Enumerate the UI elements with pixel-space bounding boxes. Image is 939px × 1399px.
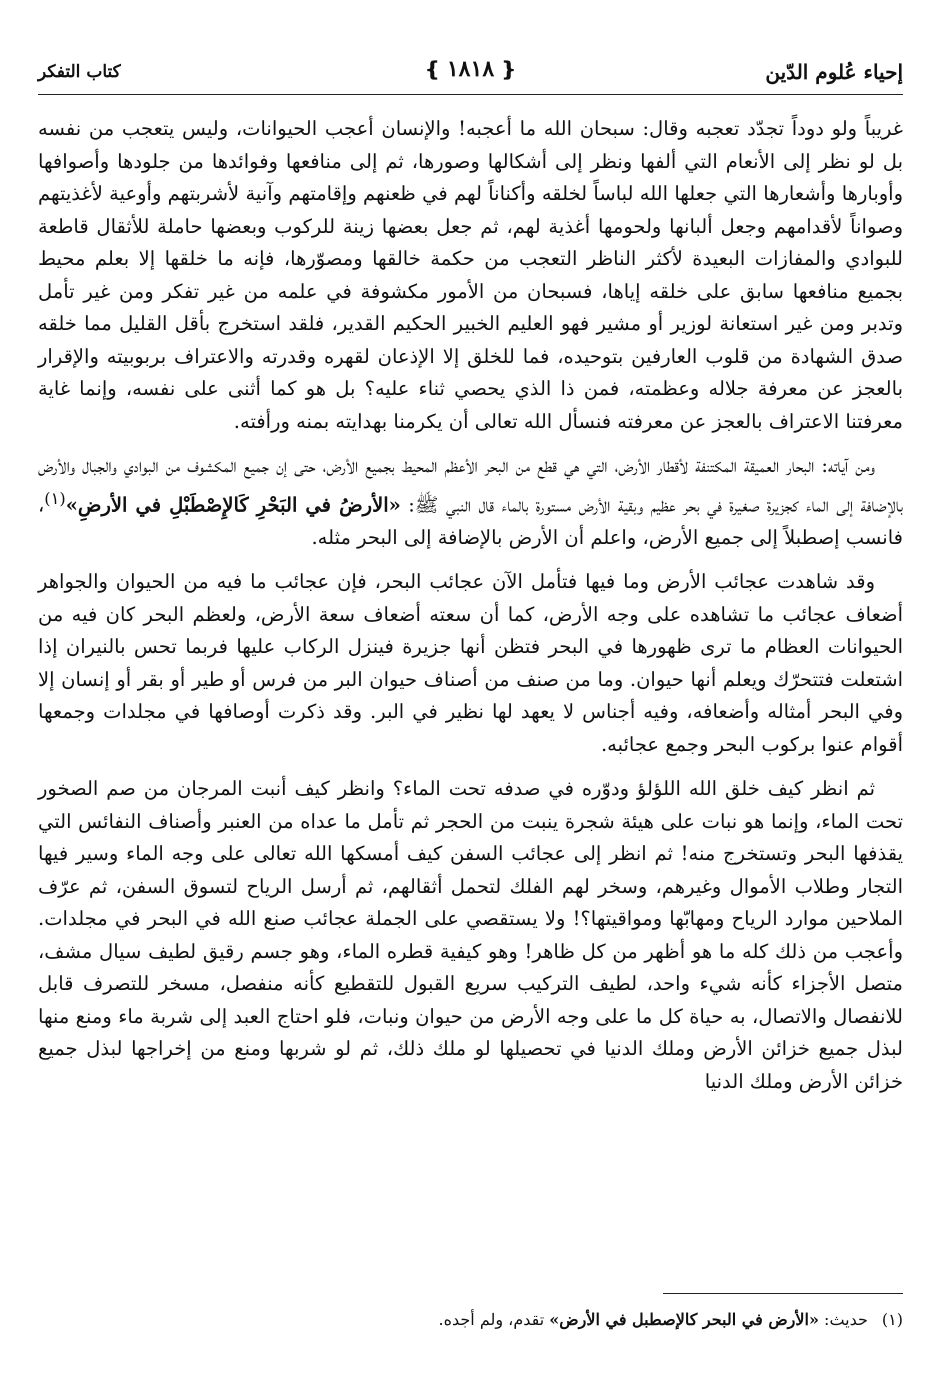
footnote-suffix: تقدم، ولم أجده. bbox=[438, 1310, 550, 1329]
paragraph-3: وقد شاهدت عجائب الأرض وما فيها فتأمل الآن عجائب البحر، فإن عجائب ما فيه من الحيوان والجواهر أضعاف عجائب ما تشاهده على وجه الأرض، كما أن سعته أضعاف سعة الأرض، ولعظم البحر كان فيه من الحيوانات العظام ما ترى ظهورها في البحر فتظن أنها جزيرة فينزل الركاب عليها فربما تحس بالنيران إذا اشتعلت فتتحرّك ويعلم أنها حيوان. وما من صنف من أصناف حيوان البر من فرس أو طير أو بقر أو إنسان إلا وفي البحر أمثاله وأضعافه، وفيه أجناس لا يعهد لها نظير في البر. وقد ذكرت أوصافها في مجلدات وجمعها أقوام عنوا بركوب البحر وجمع عجائبه. bbox=[38, 570, 903, 756]
book-title: إحياء عُلوم الدّين bbox=[765, 60, 903, 84]
ornament-left-icon: ❵ bbox=[424, 57, 441, 81]
page-header bbox=[38, 50, 903, 95]
main-text bbox=[38, 113, 903, 1098]
hadith-quote: «الأرضُ في البَحْرِ كَالإِصْطَبْلِ في الأرضِ» bbox=[65, 493, 401, 516]
page-number-group bbox=[424, 56, 517, 82]
footnote-number: (١) bbox=[881, 1310, 903, 1329]
page-number: ١٨١٨ bbox=[446, 56, 495, 82]
paragraph-2 bbox=[38, 450, 903, 554]
book-page bbox=[38, 50, 903, 1370]
paragraph-2-text-after: ، فانسب إصطبلاً إلى جميع الأرض، واعلم أن الأرض بالإضافة إلى البحر مثله. bbox=[38, 493, 903, 549]
footnote-separator bbox=[663, 1293, 903, 1294]
footnote-reference[interactable]: (١) bbox=[44, 488, 66, 508]
chapter-title: كتاب التفكر bbox=[38, 62, 121, 82]
paragraph-4: ثم انظر كيف خلق الله اللؤلؤ ودوّره في صدفه تحت الماء؟ وانظر كيف أنبت المرجان من صم الصخور تحت الماء، وإنما هو نبات على هيئة شجرة ينبت من الحجر ثم تأمل ما عداه من العنبر وأصناف النفائس التي يقذفها البحر وتستخرج منه! ثم انظر إلى عجائب السفن كيف أمسكها الله تعالى على وجه الماء وسير فيها التجار وطلاب الأموال وغيرهم، وسخر لهم الفلك لتحمل أثقالهم، ثم أرسل الرياح لتسوق السفن، ثم عرّف الملاحين موارد الرياح ومهابّها ومواقيتها؟! ولا يستقصي على الجملة عجائب صنع الله في البحر في مجلدات. وأعجب من ذلك كله ما هو أظهر من كل ظاهر! وهو كيفية قطره الماء، وهو جسم رقيق لطيف سيال مشف، متصل الأجزاء كأنه شيء واحد، لطيف التركيب سريع القبول للتقطيع كأنه منفصل، مسخر للتصرف قابل للانفصال والاتصال، به حياة كل ما على وجه الأرض من حيوان ونبات، فلو احتاج العبد إلى شربة ماء ومنع منها لبذل جميع خزائن الأرض وملك الدنيا في تحصيلها لو ملك ذلك، ثم لو شربها ومنع من إخراجها لبذل جميع خزائن الأرض وملك الدنيا bbox=[38, 777, 903, 1093]
footnote bbox=[38, 1308, 903, 1332]
paragraph-2-text-before: ومن آياته: البحار العميقة المكتنفة لأقطار الأرض، التي هي قطع من البحر الأعظم المحيط بجميع الأرض، حتى إن جميع المكشوف من البوادي والجبال والأرض بالإضافة إلى الماء كجزيرة صغيرة في بحر عظيم وبقية الأرض مستورة بالماء قال النبي ﷺ: bbox=[38, 454, 903, 516]
footnote-hadith: «الأرض في البحر كالإصطبل في الأرض» bbox=[549, 1310, 819, 1329]
footnote-text bbox=[439, 1308, 868, 1332]
ornament-right-icon: ❴ bbox=[500, 57, 517, 81]
footnote-prefix: حديث: bbox=[818, 1310, 868, 1329]
paragraph-1: غريباً ولو دوداً تجدّد تعجبه وقال: سبحان الله ما أعجبه! والإنسان أعجب الحيوانات، وليس يتعجب من نفسه بل لو نظر إلى الأنعام التي ألفها ونظر إلى أشكالها وصورها، ثم إلى منافعها وفوائدها من جلودها وأصوافها وأوبارها وأشعارها التي جعلها الله لباساً لخلقه وأكناناً لهم في ظعنهم وإقامتهم وآنية لأشربتهم وأوعية لأغذيتهم وصواناً لأقدامهم وجعل ألبانها ولحومها أغذية لهم، ثم جعل بعضها زينة للركوب وبعضها حاملة للأثقال قاطعة للبوادي والمفازات البعيدة لأكثر الناظر التعجب من حكمة خالقها ومصوّرها، فإنه ما خلقها إلا بعلم محيط بجميع منافعها سابق على خلقه إياها، فسبحان من الأمور مكشوفة في علمه من غير تفكر ومن غير تأمل وتدبر ومن غير استعانة لوزير أو مشير فهو العليم الخبير الحكيم القدير، فلقد استخرج بأقل القليل مما خلقه صدق الشهادة من قلوب العارفين بتوحيده، فما للخلق إلا الإذعان لقهره وقدرته والاعتراف بربوبيته والإقرار بالعجز عن معرفة جلاله وعظمته، فمن ذا الذي يحصي ثناء عليه؟ بل هو كما أثنى على نفسه، وإنما غاية معرفتنا الاعتراف بالعجز عن معرفته فنسأل الله تعالى أن يكرمنا بهدايته بمنه ورأفته. bbox=[38, 117, 903, 433]
